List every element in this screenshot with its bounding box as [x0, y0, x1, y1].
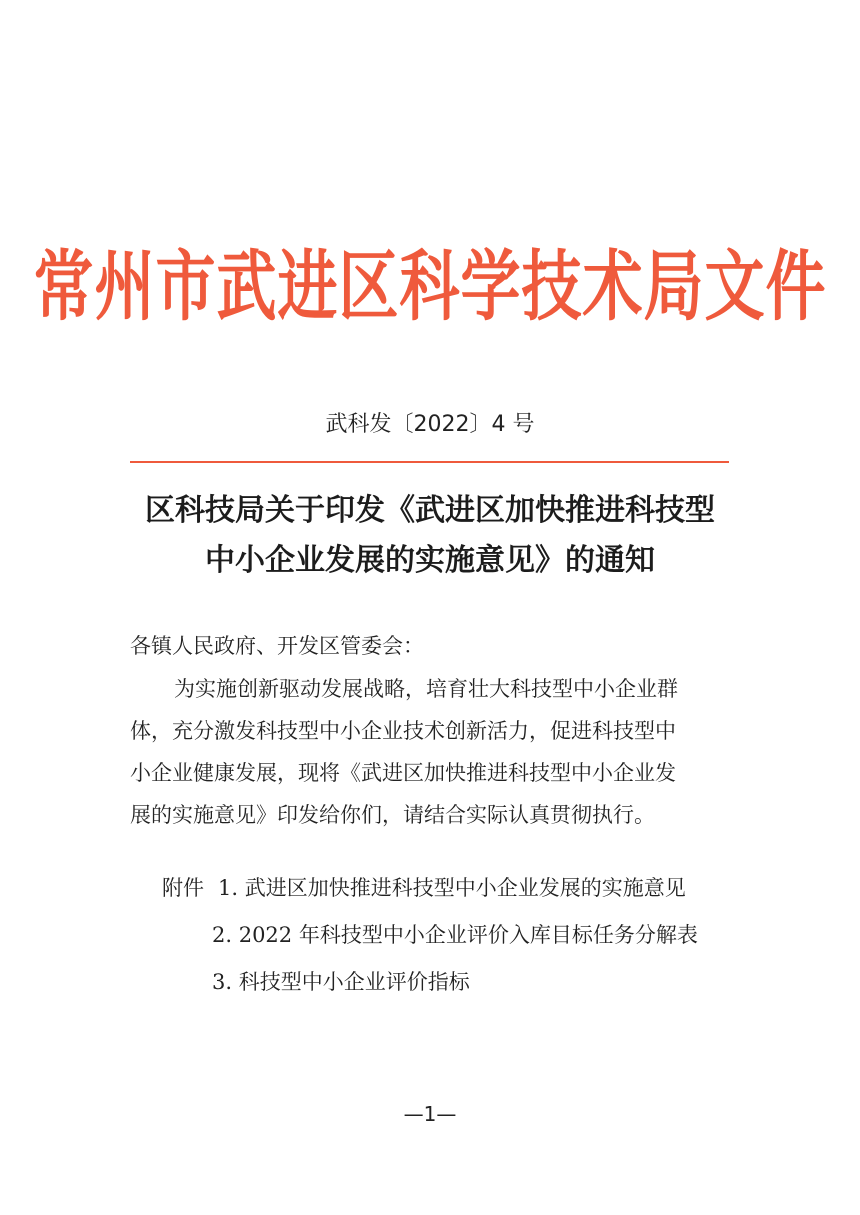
salutation: 各镇人民政府、开发区管委会： — [130, 634, 424, 658]
attachment-item-2: 2. 2022 年科技型中小企业评价入库目标任务分解表 — [212, 923, 698, 947]
attachment-item-3: 3. 科技型中小企业评价指标 — [212, 970, 470, 994]
masthead-title: 常州市武进区科学技术局文件 — [33, 242, 827, 332]
attachments-label: 附件 — [162, 876, 204, 900]
body-paragraph-line-3: 小企业健康发展，现将《武进区加快推进科技型中小企业发 — [130, 761, 676, 785]
attachment-item-1: 1. 武进区加快推进科技型中小企业发展的实施意见 — [218, 876, 686, 900]
document-number: 武科发〔2022〕4 号 — [325, 412, 535, 437]
red-divider-line — [130, 461, 729, 463]
body-paragraph-line-2: 体，充分激发科技型中小企业技术创新活力，促进科技型中 — [130, 719, 676, 743]
notice-title-line-1: 区科技局关于印发《武进区加快推进科技型 — [145, 493, 715, 528]
body-paragraph-line-1: 为实施创新驱动发展战略，培育壮大科技型中小企业群 — [174, 677, 678, 701]
body-paragraph-line-4: 展的实施意见》印发给你们，请结合实际认真贯彻执行。 — [130, 803, 655, 827]
notice-title-line-2: 中小企业发展的实施意见》的通知 — [205, 543, 655, 578]
page-number: —1— — [403, 1102, 457, 1126]
